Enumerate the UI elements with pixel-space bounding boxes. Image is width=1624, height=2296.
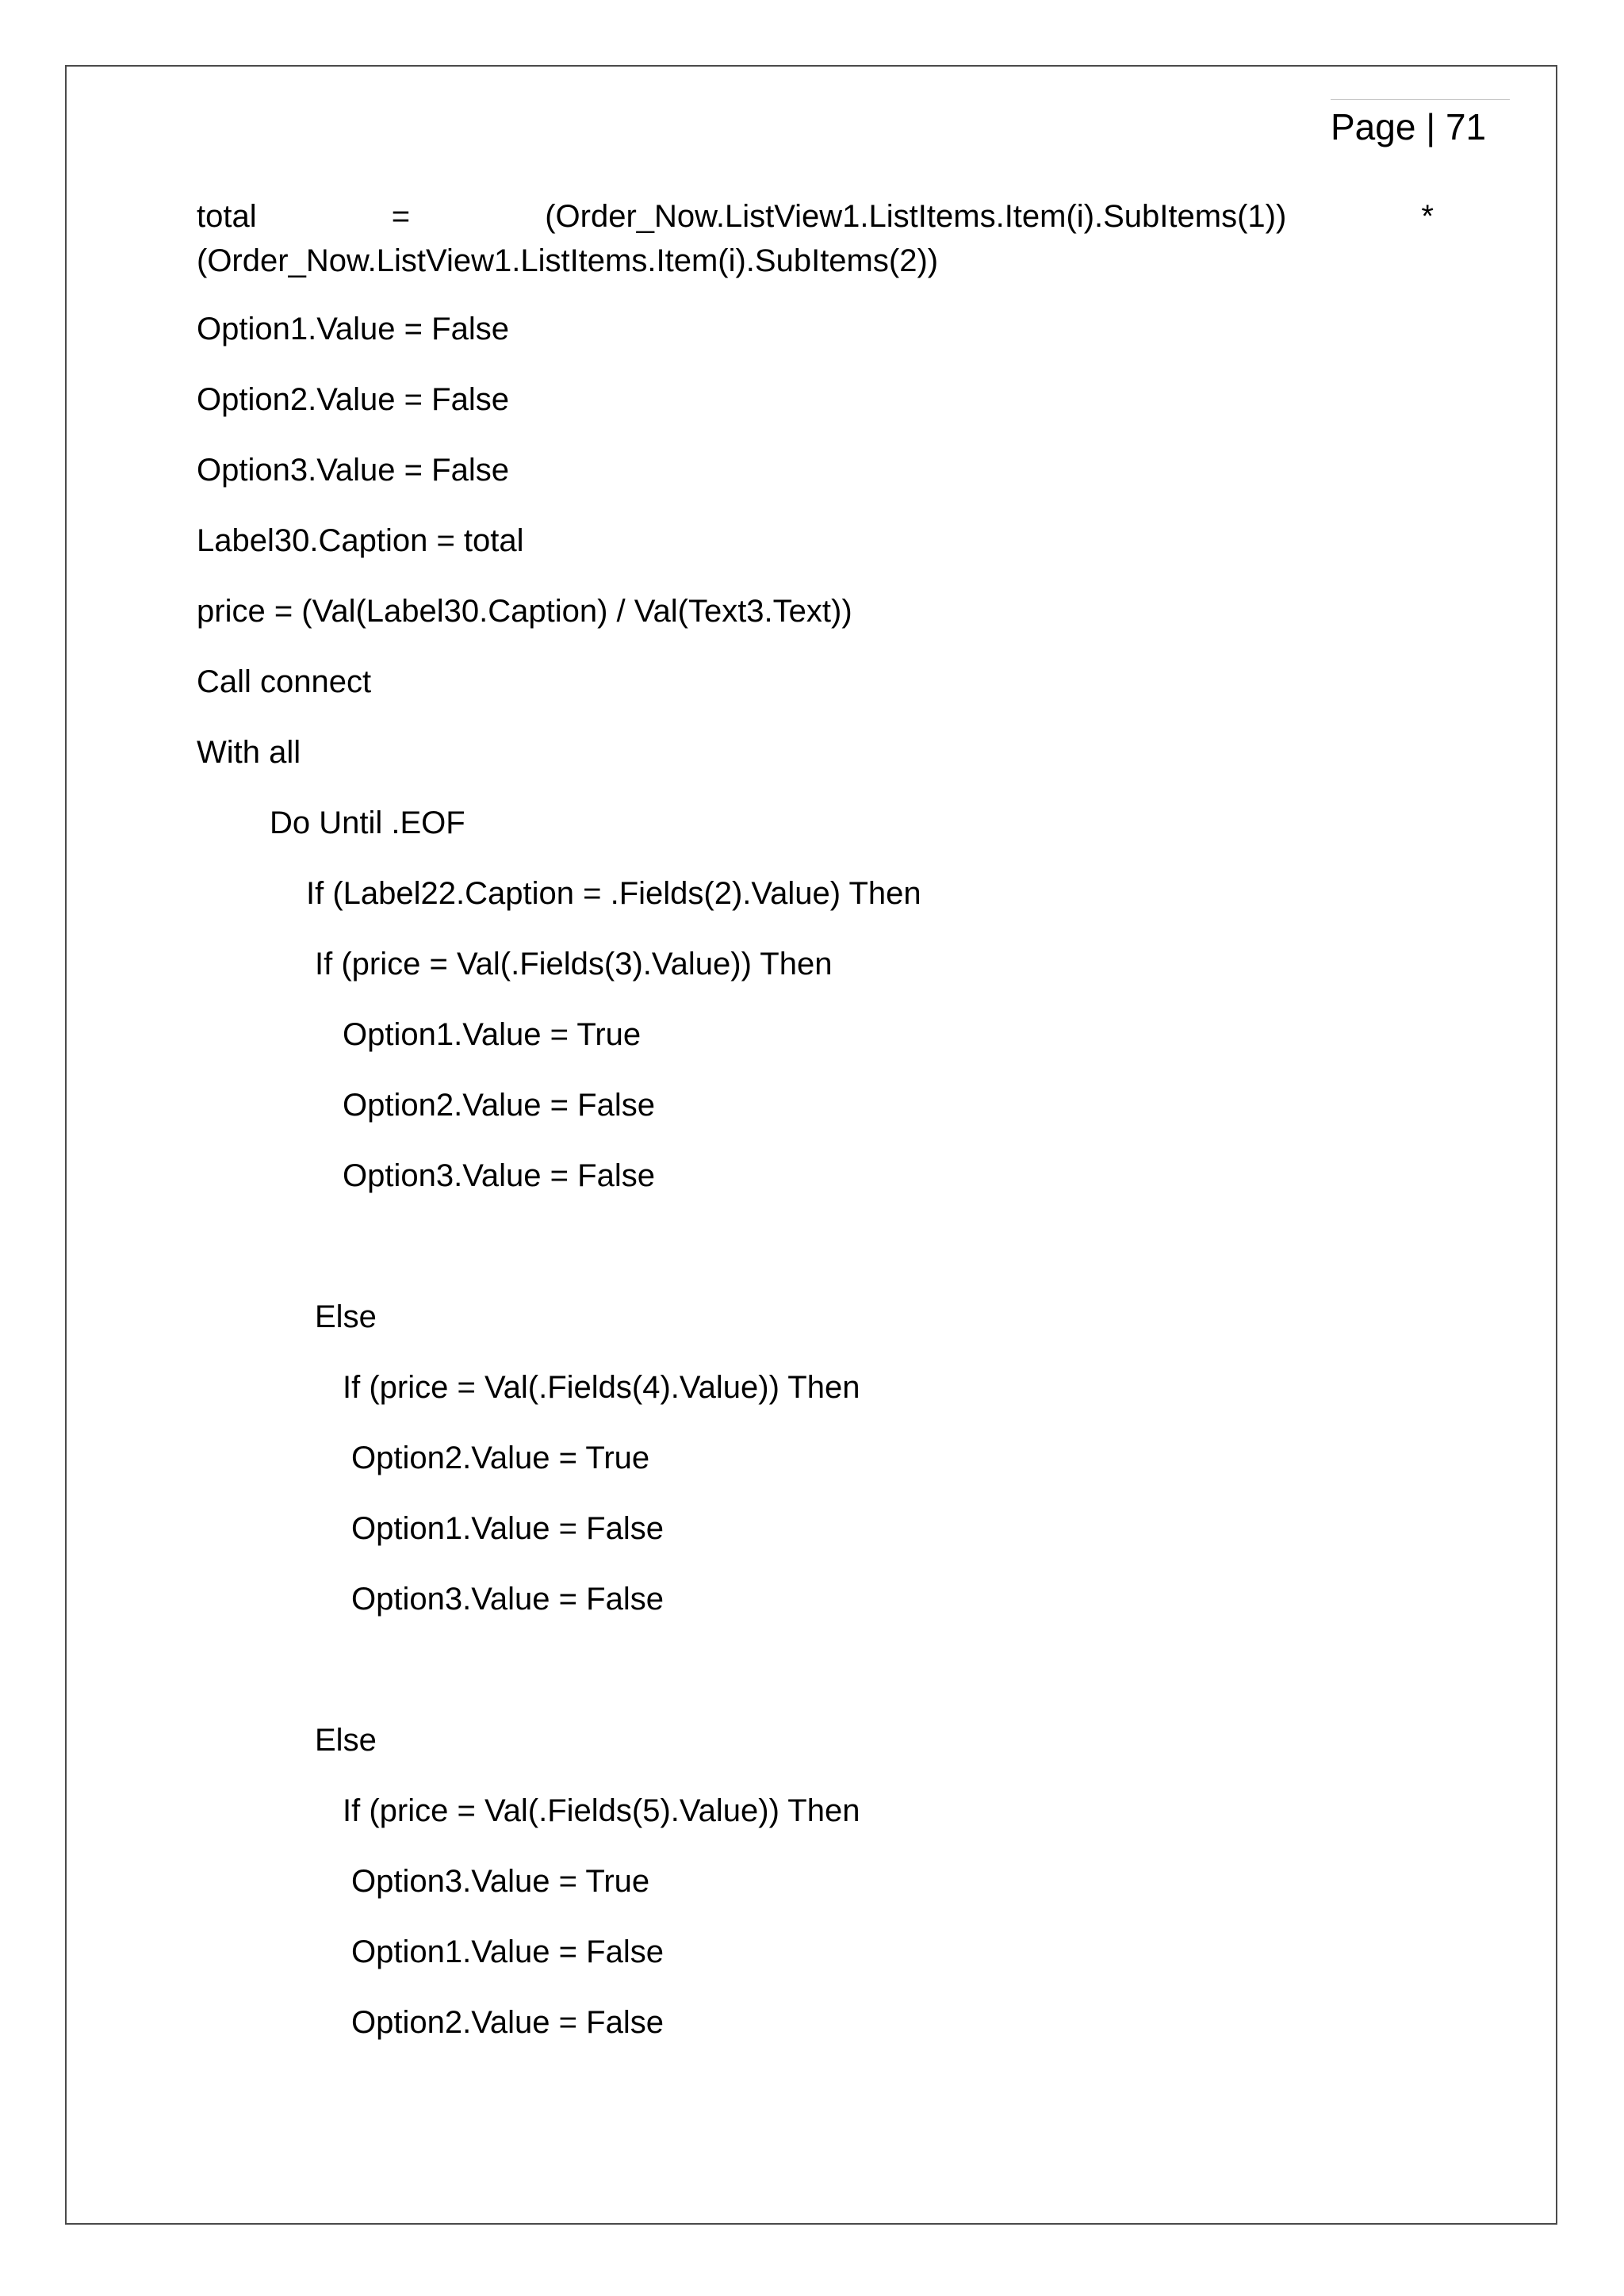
code-line: Option3.Value = True	[351, 1864, 650, 1899]
code-token: *	[1421, 199, 1434, 234]
code-line: Do Until .EOF	[270, 806, 465, 840]
code-line: Option3.Value = False	[343, 1158, 655, 1193]
code-line: Label30.Caption = total	[197, 523, 524, 558]
code-line: Call connect	[197, 664, 372, 699]
code-line: Option2.Value = False	[351, 2005, 664, 2040]
code-line: If (Label22.Caption = .Fields(2).Value) Then	[306, 876, 921, 911]
code-line: With all	[197, 735, 301, 770]
code-line: If (price = Val(.Fields(3).Value)) Then	[315, 947, 833, 982]
code-line: Option1.Value = False	[197, 312, 509, 346]
first-statement	[197, 194, 1434, 283]
page-number: Page | 71	[1331, 106, 1487, 147]
code-line: Else	[315, 1299, 377, 1334]
code-token: =	[391, 199, 411, 234]
code-line: Option1.Value = False	[351, 1511, 664, 1546]
code-line: Option2.Value = True	[351, 1441, 650, 1475]
code-line: Option2.Value = False	[197, 382, 509, 417]
code-line: If (price = Val(.Fields(5).Value)) Then	[343, 1793, 860, 1828]
first-statement-line-2: (Order_Now.ListView1.ListItems.Item(i).SubItems(2))	[197, 243, 939, 278]
code-line: If (price = Val(.Fields(4).Value)) Then	[343, 1370, 860, 1405]
code-line: Else	[315, 1723, 377, 1758]
code-token: (Order_Now.ListView1.ListItems.Item(i).SubItems(1))	[545, 199, 1287, 234]
first-statement-line-1	[197, 194, 1434, 239]
code-line: Option1.Value = False	[351, 1934, 664, 1969]
code-line: price = (Val(Label30.Caption) / Val(Text3.Text))	[197, 594, 852, 629]
code-line: Option3.Value = False	[351, 1582, 664, 1617]
code-line: Option2.Value = False	[343, 1088, 655, 1123]
code-line: Option1.Value = True	[343, 1017, 642, 1052]
code-token: total	[197, 199, 257, 234]
code-line: Option3.Value = False	[197, 453, 509, 488]
